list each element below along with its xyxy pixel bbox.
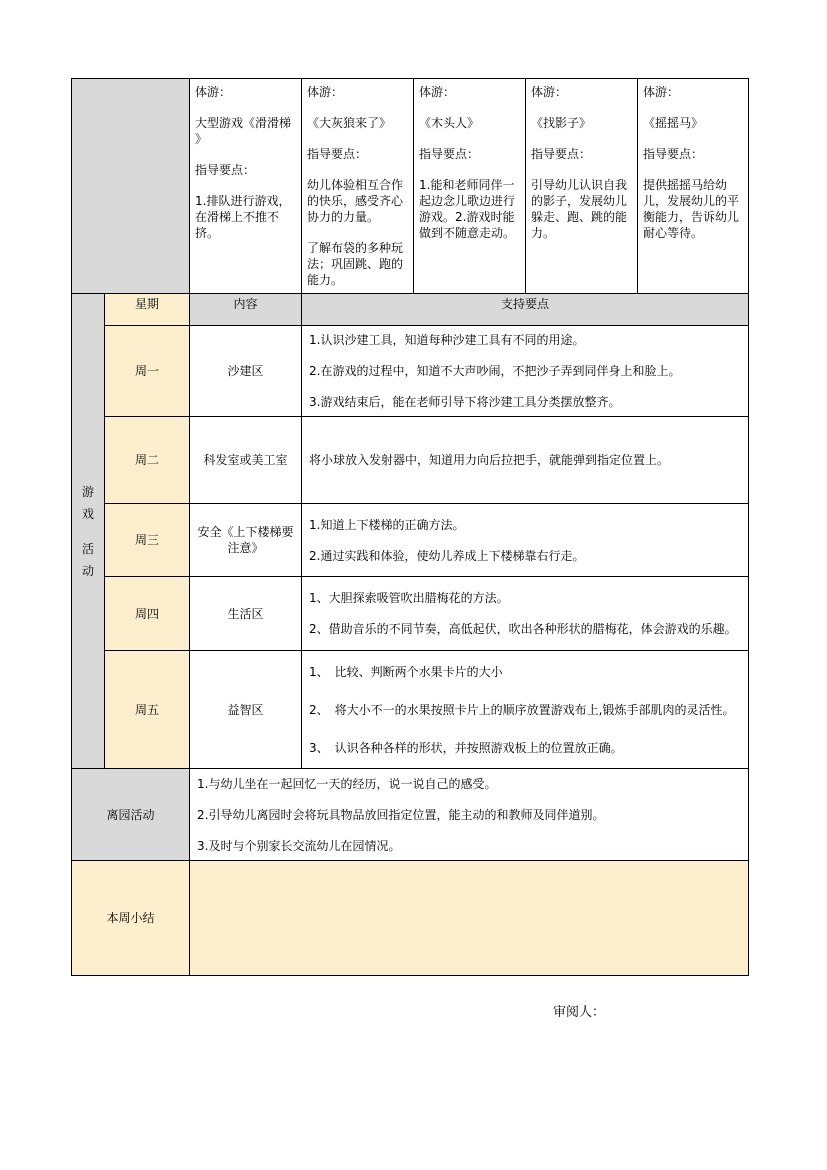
support-point: 将小球放入发射器中，知道用力向后拉把手，就能弹到指定位置上。	[309, 453, 670, 467]
support-point: 2.通过实践和体验，使幼儿养成上下楼梯靠右行走。	[309, 548, 585, 563]
support-points-cell	[302, 504, 749, 577]
support-point: 3.及时与个别家长交流幼儿在园情况。	[197, 838, 401, 853]
leaving-points-cell	[190, 769, 749, 861]
week-label: 周四	[105, 577, 190, 651]
content-label: 科发室或美工室	[190, 417, 302, 504]
support-point: 2.引导幼儿离园时会将玩具物品放回指定位置，能主动的和教师及同伴道别。	[197, 807, 605, 822]
game-title: 《摇摇马》	[643, 116, 704, 130]
week-label: 周五	[105, 651, 190, 769]
support-points-cell	[302, 651, 749, 769]
column-header-support: 支持要点	[302, 294, 749, 326]
support-point: 3.游戏结束后，能在老师引导下将沙建工具分类摆放整齐。	[309, 395, 621, 409]
guide-point: 1.排队进行游戏，在滑梯上不推不挤。	[195, 194, 291, 240]
table-row-friday	[72, 651, 749, 769]
physical-game-cell-wooden-man	[414, 79, 526, 294]
guide-label: 指导要点：	[195, 163, 256, 177]
physical-game-cell-rocking-horse	[638, 79, 749, 294]
vertical-label-char: 戏	[81, 506, 94, 521]
support-point: 2、借助音乐的不同节奏，高低起伏，吹出各种形状的腊梅花，体会游戏的乐趣。	[309, 622, 737, 636]
physical-game-cell-shadow	[526, 79, 638, 294]
summary-content-cell	[190, 861, 749, 976]
table-row-leaving-activities	[72, 769, 749, 861]
support-point: 1.认识沙建工具，知道每种沙建工具有不同的用途。	[309, 333, 585, 347]
game-title: 《找影子》	[531, 116, 592, 130]
support-point: 1.知道上下楼梯的正确方法。	[309, 517, 465, 532]
physical-game-cell-wolf	[302, 79, 414, 294]
support-point: 1.与幼儿坐在一起回忆一天的经历，说一说自己的感受。	[197, 776, 497, 791]
column-header-week: 星期	[105, 294, 190, 326]
cell-label: 体游：	[419, 85, 456, 99]
reviewer-label: 审阅人：	[553, 1005, 606, 1020]
table-row-thursday	[72, 577, 749, 651]
cell-label: 体游：	[195, 85, 232, 99]
guide-point: 了解布袋的多种玩法；巩固跳、跑的能力。	[307, 241, 404, 287]
section-label-summary: 本周小结	[72, 861, 190, 976]
header-row	[72, 294, 749, 326]
table-row-monday	[72, 326, 749, 417]
content-label: 生活区	[190, 577, 302, 651]
week-label: 周二	[105, 417, 190, 504]
cell-label: 体游：	[531, 85, 568, 99]
support-point: 1、 比较、判断两个水果卡片的大小	[309, 664, 503, 679]
support-point: 1、大胆探索吸管吹出腊梅花的方法。	[309, 591, 509, 605]
guide-label: 指导要点：	[307, 147, 368, 161]
week-label: 周一	[105, 326, 190, 417]
game-title: 《木头人》	[419, 116, 480, 130]
guide-label: 指导要点：	[419, 147, 480, 161]
section-label-games-activity	[72, 294, 105, 769]
weekly-plan-table	[71, 78, 749, 976]
support-points-cell	[302, 577, 749, 651]
table-row-tuesday	[72, 417, 749, 504]
physical-game-cell-slide	[190, 79, 302, 294]
section-label-leaving: 离园活动	[72, 769, 190, 861]
table-row-wednesday	[72, 504, 749, 577]
support-point: 3、 认识各种各样的形状，并按照游戏板上的位置放正确。	[309, 740, 623, 755]
game-title: 大型游戏《滑滑梯 》	[195, 116, 292, 146]
guide-point: 幼儿体验相互合作的快乐，感受齐心协力的力量。	[307, 178, 404, 224]
support-points-cell	[302, 326, 749, 417]
game-title: 《大灰狼来了》	[307, 116, 392, 130]
content-label: 益智区	[190, 651, 302, 769]
guide-label: 指导要点：	[643, 147, 704, 161]
physical-games-row	[72, 79, 749, 294]
vertical-label-char: 动	[81, 563, 94, 578]
guide-point: 提供摇摇马给幼儿，发展幼儿的平衡能力，告诉幼儿耐心等待。	[643, 178, 740, 240]
vertical-label-char: 活	[81, 541, 94, 556]
table-row-weekly-summary	[72, 861, 749, 976]
support-point: 2.在游戏的过程中，知道不大声吵闹，不把沙子弄到同伴身上和脸上。	[309, 364, 681, 378]
support-point: 2、 将大小不一的水果按照卡片上的顺序放置游戏布上,锻炼手部肌肉的灵活性。	[309, 702, 735, 717]
support-points-cell	[302, 417, 749, 504]
guide-point: 引导幼儿认识自我的影子，发展幼儿躲走、跑、跳的能力。	[531, 178, 628, 240]
content-label: 安全《上下楼梯要注意》	[190, 504, 302, 577]
vertical-label-char: 游	[81, 484, 94, 499]
guide-point: 1.能和老师同伴一起边念儿歌边进行游戏。2.游戏时能做到不随意走动。	[419, 178, 516, 240]
vertical-label	[72, 481, 104, 582]
content-label: 沙建区	[190, 326, 302, 417]
week-label: 周三	[105, 504, 190, 577]
empty-gray-cell	[72, 79, 190, 294]
column-header-content: 内容	[190, 294, 302, 326]
cell-label: 体游：	[643, 85, 680, 99]
guide-label: 指导要点：	[531, 147, 592, 161]
cell-label: 体游：	[307, 85, 344, 99]
